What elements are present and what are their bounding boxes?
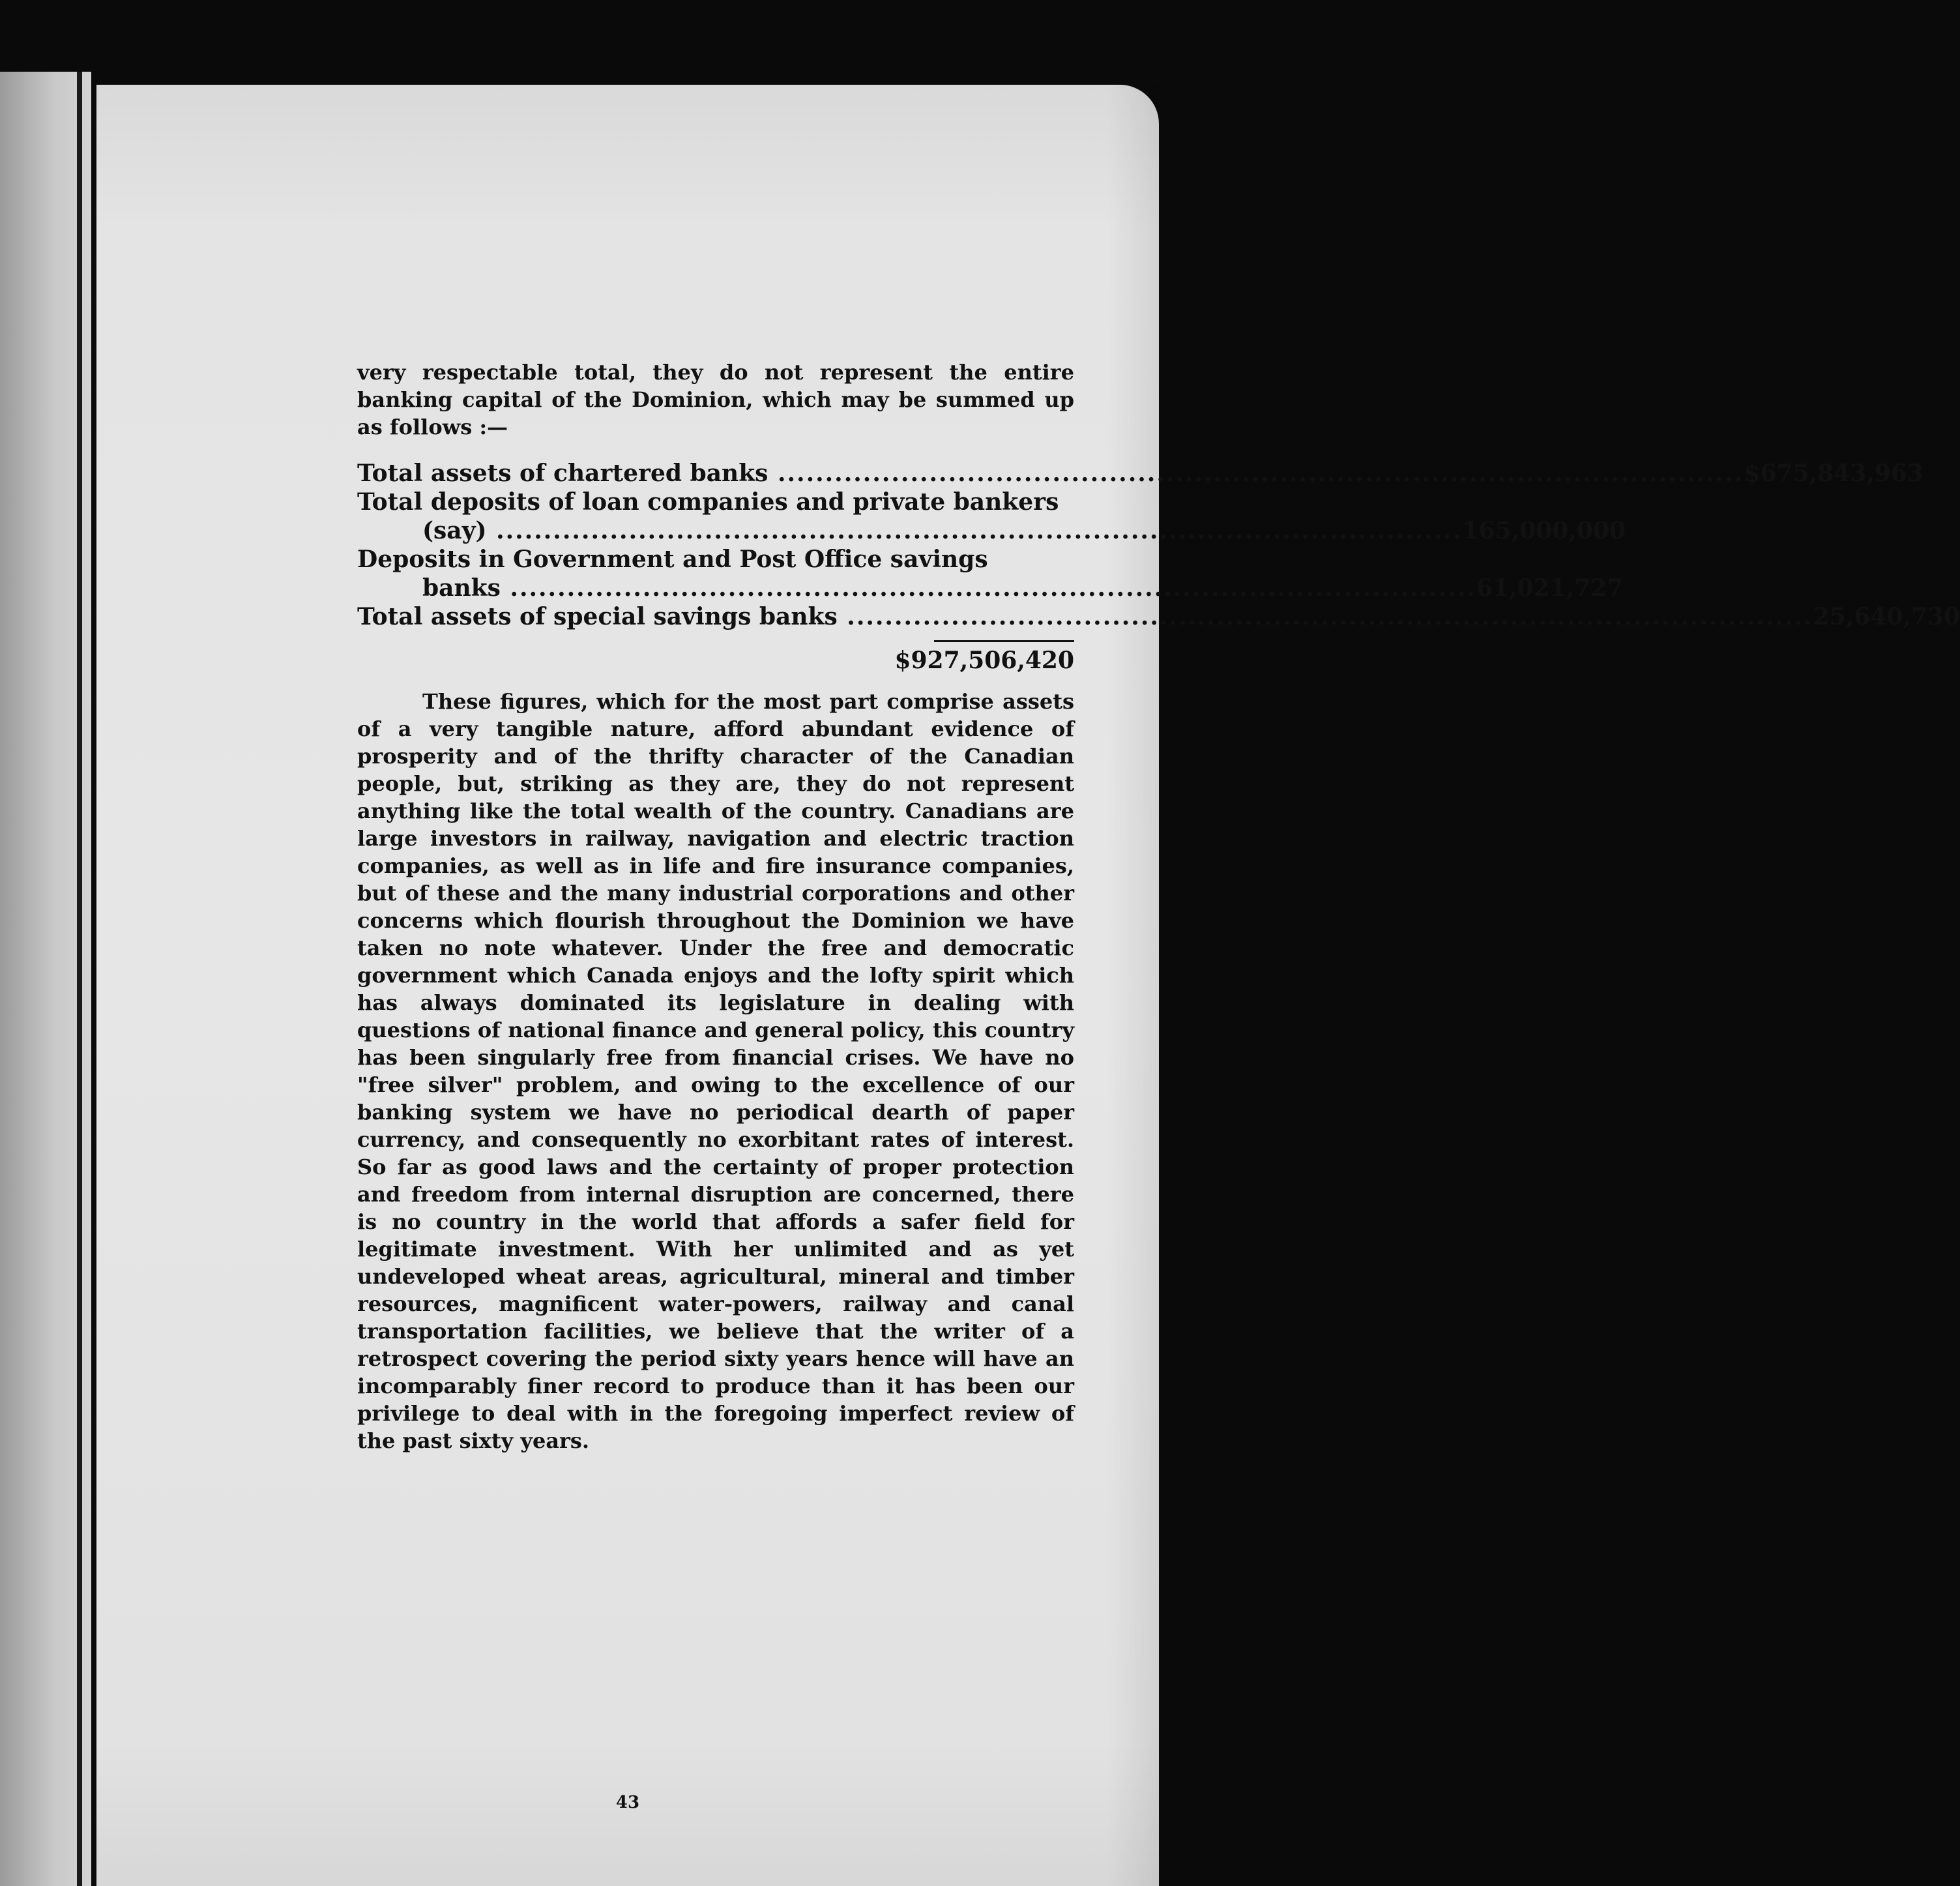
ledger-amount: 165,000,000 xyxy=(1462,517,1626,544)
ledger-row xyxy=(357,574,1624,602)
capital-summary-table xyxy=(357,459,1960,675)
ledger-label: Total assets of chartered banks ..... xyxy=(357,459,1744,488)
ledger-amount: $675,843,963 xyxy=(1744,460,1923,487)
ledger-label: Deposits in Government and Post Office savings xyxy=(357,546,988,573)
ledger-row xyxy=(357,516,1626,545)
ledger-row xyxy=(357,602,1960,631)
intro-paragraph xyxy=(357,359,1074,441)
ledger-row xyxy=(357,545,1074,574)
ledger-row xyxy=(357,488,1074,516)
ledger-amount: 61,021,727 xyxy=(1476,574,1624,602)
ledger-label: banks ..... xyxy=(422,574,1476,602)
ledger-total: $927,506,420 xyxy=(894,647,1074,674)
ledger-label: (say) ..... xyxy=(422,516,1463,545)
ledger-amount: 25,640,730 xyxy=(1813,603,1960,630)
sum-rule xyxy=(934,640,1074,642)
scanned-page xyxy=(96,85,1960,1886)
page-text xyxy=(357,359,1960,1475)
body-paragraph: These figures, which for the most part comprise assets of a very tangible nature, afford abundant evidence of prosperity and of the thrifty character of the Canadian people, but, striking as they are, they do not represent anything like the total wealth of the country. Canadians are large investors in railway, navigation and electric traction companies, as well as in life and fire insurance companies, but of these and the many industrial corporations and other concerns which flourish throughout the Dominion we have taken no note whatever. Under the free and democratic government which Canada enjoys and the lofty spirit which has always dominated its legislature in dealing with questions of national finance and general policy, this country has been singularly free from financial crises. We have no "free silver" problem, and owing to the excellence of our banking system we have no periodical dearth of paper currency, and consequently no exorbitant rates of interest. So far as good laws and the certainty of proper protection and freedom from internal disruption are concerned, there is no country in the world that affords a safer field for legitimate investment. With her unlimited and as yet undeveloped wheat areas, agricultural, mineral and timber resources, magnificent water-powers, railway and canal transportation facilities, we believe that the writer of a retrospect covering the period sixty years hence will have an incomparably finer record to produce than it has been our privilege to deal with in the foregoing imperfect review of the past sixty years. xyxy=(357,689,1074,1453)
ledger-label: Total deposits of loan companies and private bankers xyxy=(357,488,1059,516)
book-spine xyxy=(77,72,82,1886)
ledger-row xyxy=(357,459,1923,488)
page-number: 43 xyxy=(615,1793,640,1812)
ledger-label: Total assets of special savings banks ..... xyxy=(357,602,1813,631)
intro-text: very respectable total, they do not represent the entire banking capital of the Dominion, which may be summed up as follows :— xyxy=(357,360,1074,439)
